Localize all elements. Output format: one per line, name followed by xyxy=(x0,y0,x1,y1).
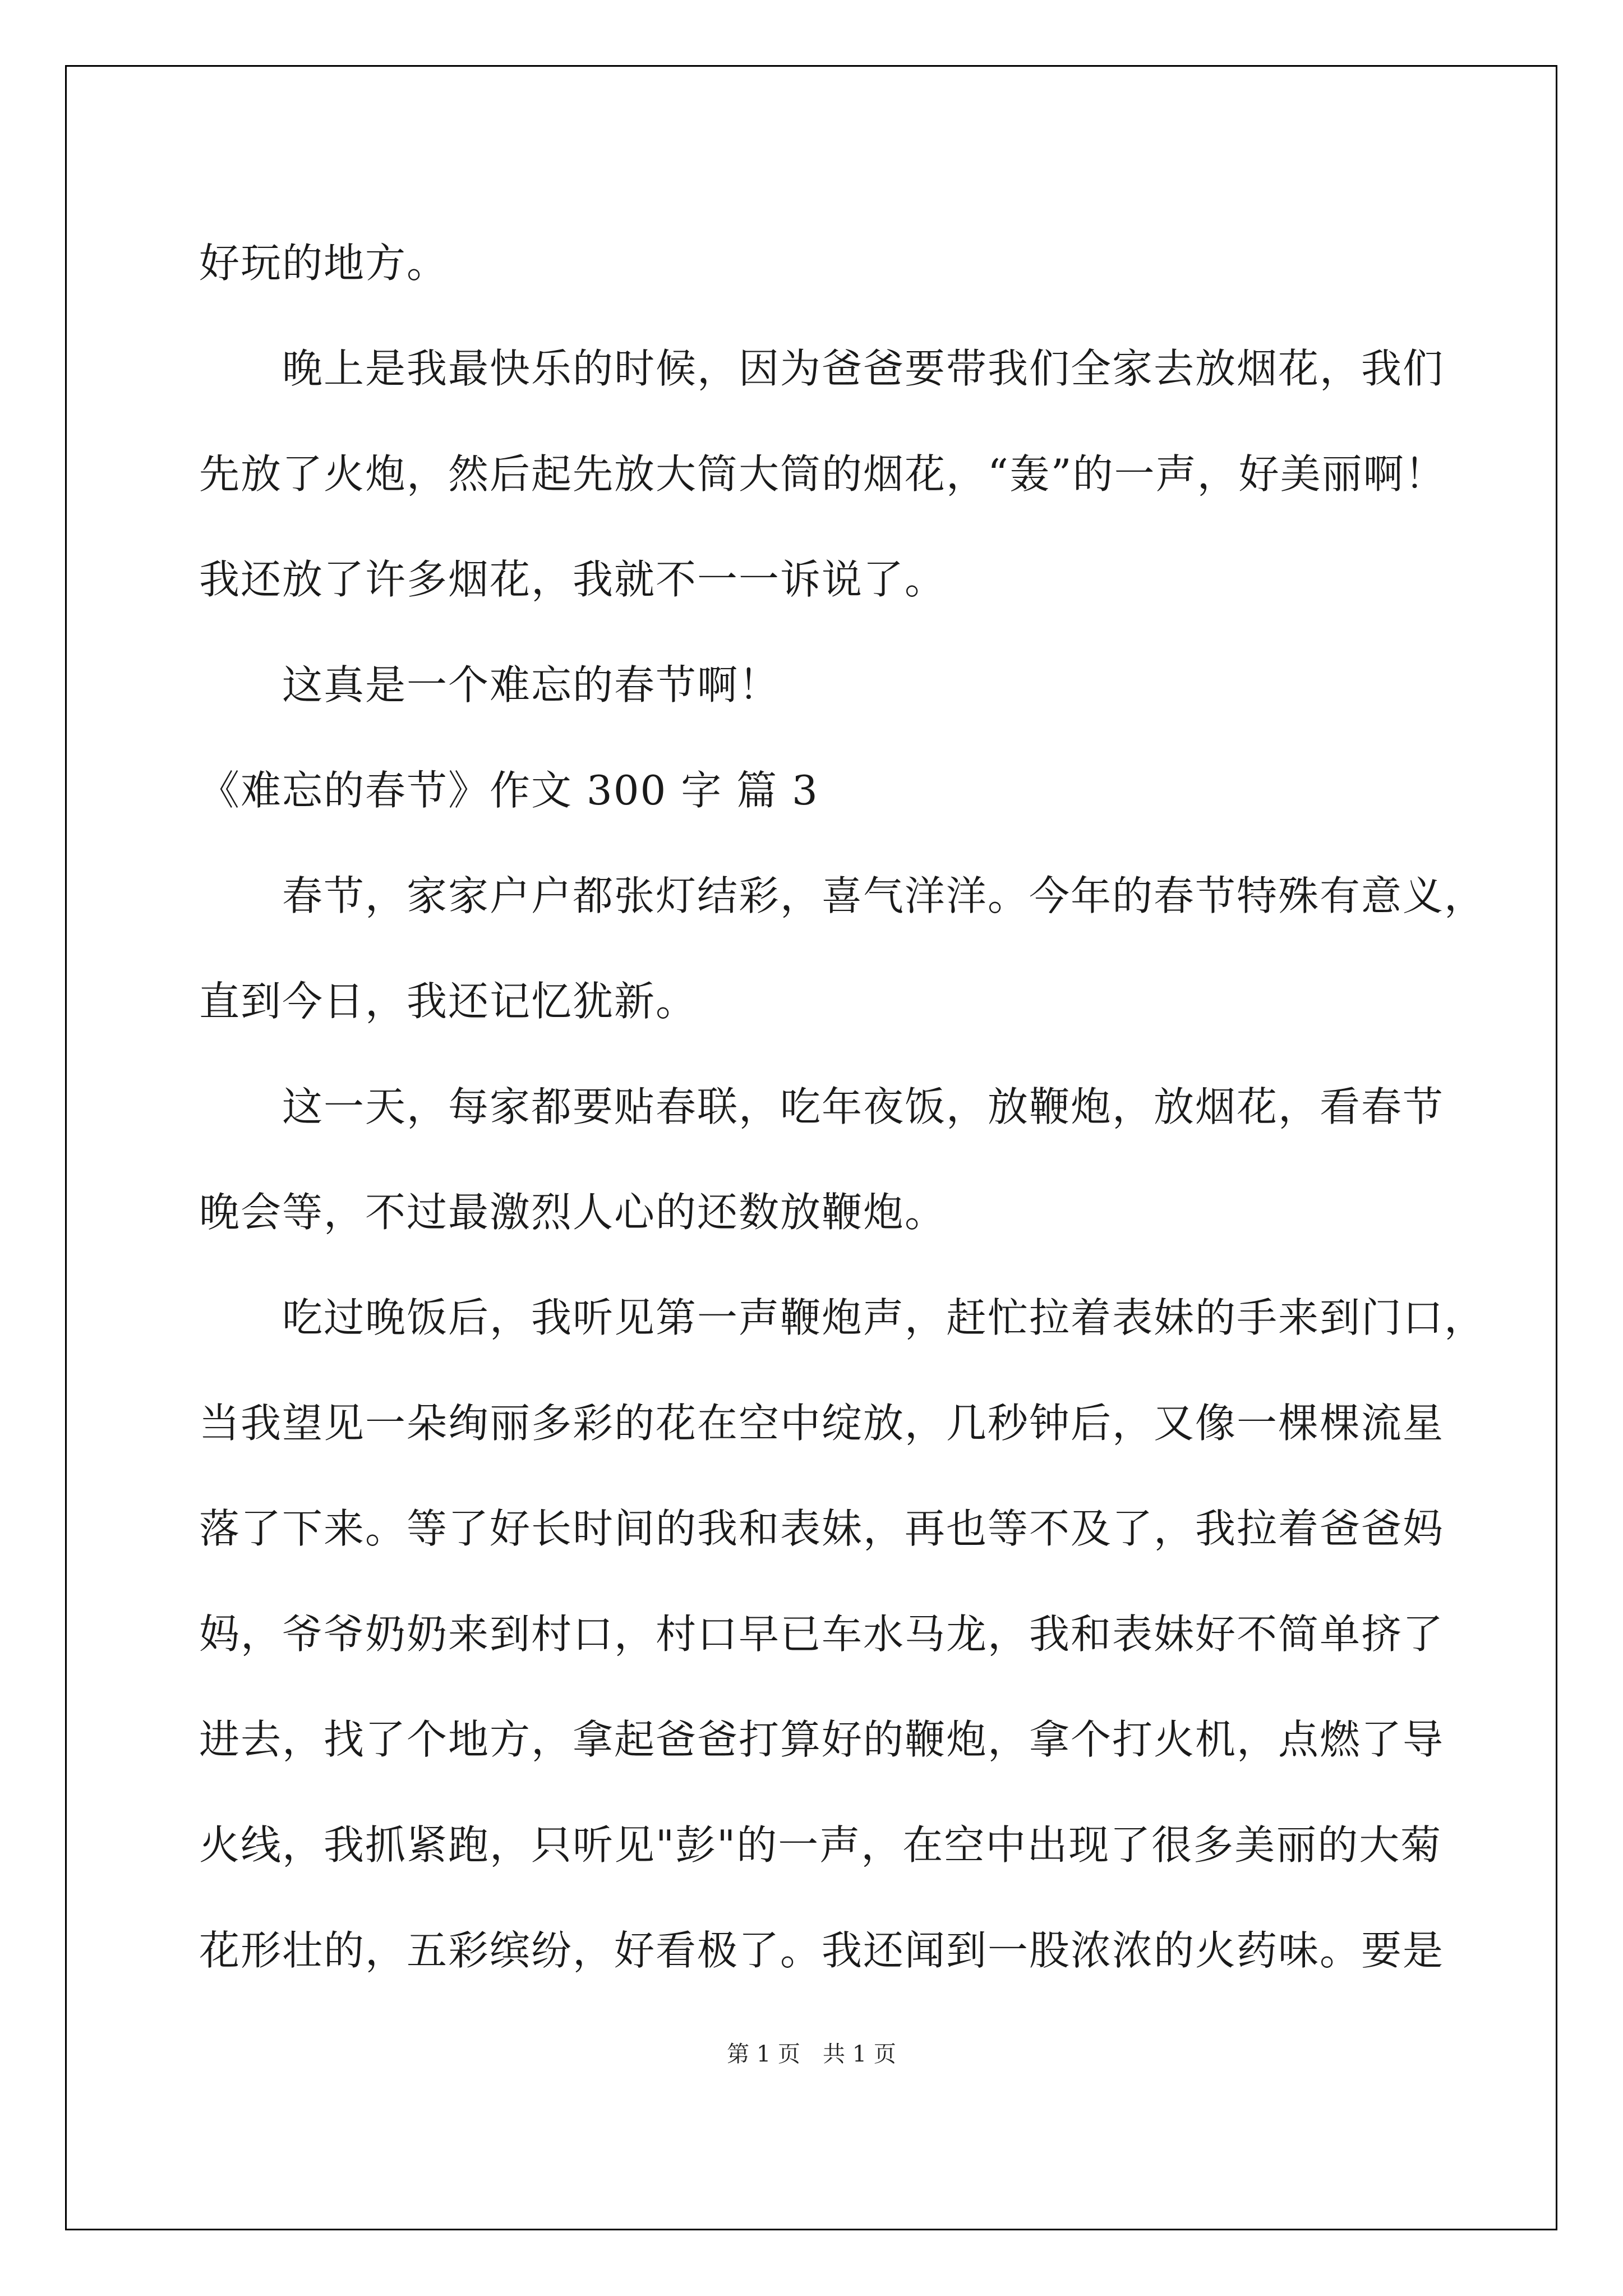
text-line: 晚上是我最快乐的时候，因为爸爸要带我们全家去放烟花，我们 xyxy=(199,345,1445,392)
text-line: 花形壮的，五彩缤纷，好看极了。我还闻到一股浓浓的火药味。要是 xyxy=(199,1927,1445,1974)
text-line: 先放了火炮，然后起先放大筒大筒的烟花，“轰”的一声，好美丽啊！ xyxy=(199,450,1446,498)
text-line: 我还放了许多烟花，我就不一一诉说了。 xyxy=(199,556,947,603)
text-line: 这真是一个难忘的春节啊！ xyxy=(199,661,781,708)
document-body xyxy=(199,210,1486,2003)
text-line: 落了下来。等了好长时间的我和表妹，再也等不及了，我拉着爸爸妈 xyxy=(199,1505,1445,1552)
text-line: 火线，我抓紧跑，只听见"彭"的一声，在空中出现了很多美丽的大菊 xyxy=(199,1821,1442,1869)
text-line: 这一天，每家都要贴春联，吃年夜饭，放鞭炮，放烟花，看春节 xyxy=(199,1083,1445,1130)
page-footer: 第 1 页 共 1 页 xyxy=(727,2041,896,2067)
text-line: 直到今日，我还记忆犹新。 xyxy=(199,978,698,1025)
text-line: 妈，爷爷奶奶来到村口，村口早已车水马龙，我和表妹好不简单挤了 xyxy=(199,1611,1445,1658)
text-line: 当我望见一朵绚丽多彩的花在空中绽放，几秒钟后，又像一棵棵流星 xyxy=(199,1400,1445,1447)
text-line: 吃过晚饭后，我听见第一声鞭炮声，赶忙拉着表妹的手来到门口， xyxy=(199,1294,1486,1341)
text-line: 好玩的地方。 xyxy=(199,240,449,287)
section-heading: 《难忘的春节》作文 300 字 篇 3 xyxy=(199,767,819,814)
text-line: 晚会等，不过最激烈人心的还数放鞭炮。 xyxy=(199,1189,947,1236)
text-line: 春节，家家户户都张灯结彩，喜气洋洋。今年的春节特殊有意义， xyxy=(199,872,1486,919)
text-line: 进去，找了个地方，拿起爸爸打算好的鞭炮，拿个打火机，点燃了导 xyxy=(199,1716,1445,1763)
